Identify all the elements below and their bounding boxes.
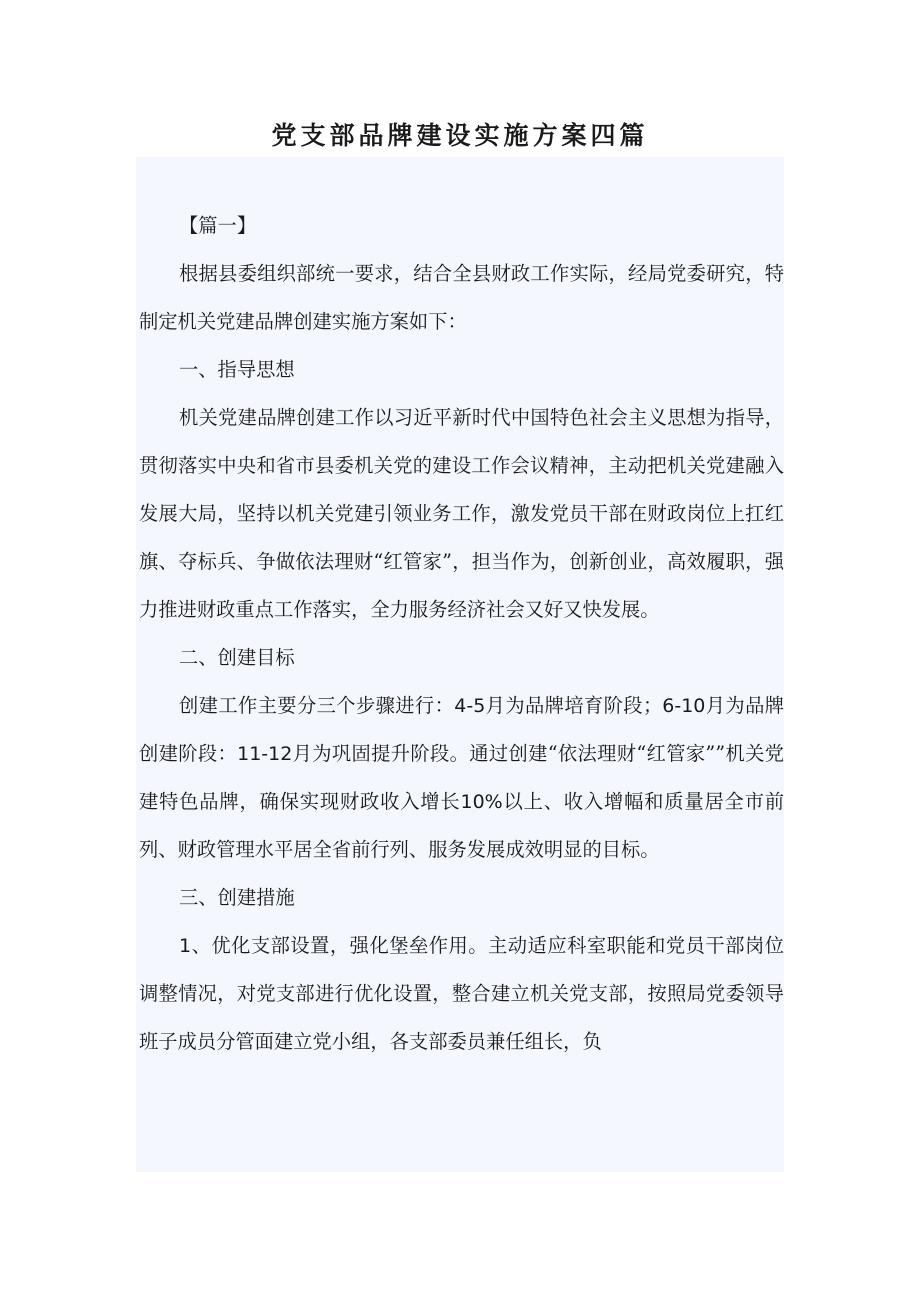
heading-guiding-thought: 一、指导思想	[179, 358, 295, 381]
document-body	[139, 202, 784, 1066]
heading-goals: 二、创建目标	[179, 646, 295, 669]
intro-paragraph: 根据县委组织部统一要求，结合全县财政工作实际，经局党委研究，特制定机关党建品牌创建实施方案如下：	[139, 262, 784, 333]
goals-text-5: 以上、收入增幅和质量居全市前列、财政管理水平居全省前行列、服务发展成效明显的目标。	[139, 790, 785, 861]
paragraph-measure-1	[139, 922, 784, 1066]
goals-text-3: 月为品牌创建阶段：	[139, 694, 785, 765]
goals-range-1: 4-5	[454, 695, 486, 717]
measure-number: 1	[179, 935, 192, 957]
goals-text-1: 创建工作主要分三个步骤进行：	[179, 694, 455, 717]
paragraph-guiding-thought: 机关党建品牌创建工作以习近平新时代中国特色社会主义思想为指导，贯彻落实中央和省市县委机关党的建设工作会议精神，主动把机关党建融入发展大局，坚持以机关党建引领业务工作，激发党员干部在财政岗位上扛红旗、夺标兵、争做依法理财“红管家”，担当作为，创新创业，高效履职，强力推进财政重点工作落实，全力服务经济社会又好又快发展。	[139, 406, 784, 621]
goals-text-4: 月为巩固提升阶段。通过创建“依法理财“红管家””机关党建特色品牌，确保实现财政收入增长	[139, 742, 785, 813]
goals-percent: 10%	[460, 791, 503, 813]
section-label: 【篇一】	[179, 214, 257, 237]
measure-text: 、优化支部设置，强化堡垒作用。主动适应科室职能和党员干部岗位调整情况，对党支部进行优化设置，整合建立机关党支部，按照局党委领导班子成员分管面建立党小组，各支部委员兼任组长，负	[139, 934, 784, 1053]
goals-range-3: 11-12	[237, 743, 293, 765]
document-title: 党支部品牌建设实施方案四篇	[271, 121, 649, 150]
heading-measures: 三、创建措施	[179, 886, 295, 909]
goals-text-2: 月为品牌培育阶段；	[485, 694, 663, 717]
goals-range-2: 6-10	[662, 695, 706, 717]
paragraph-goals	[139, 682, 784, 874]
